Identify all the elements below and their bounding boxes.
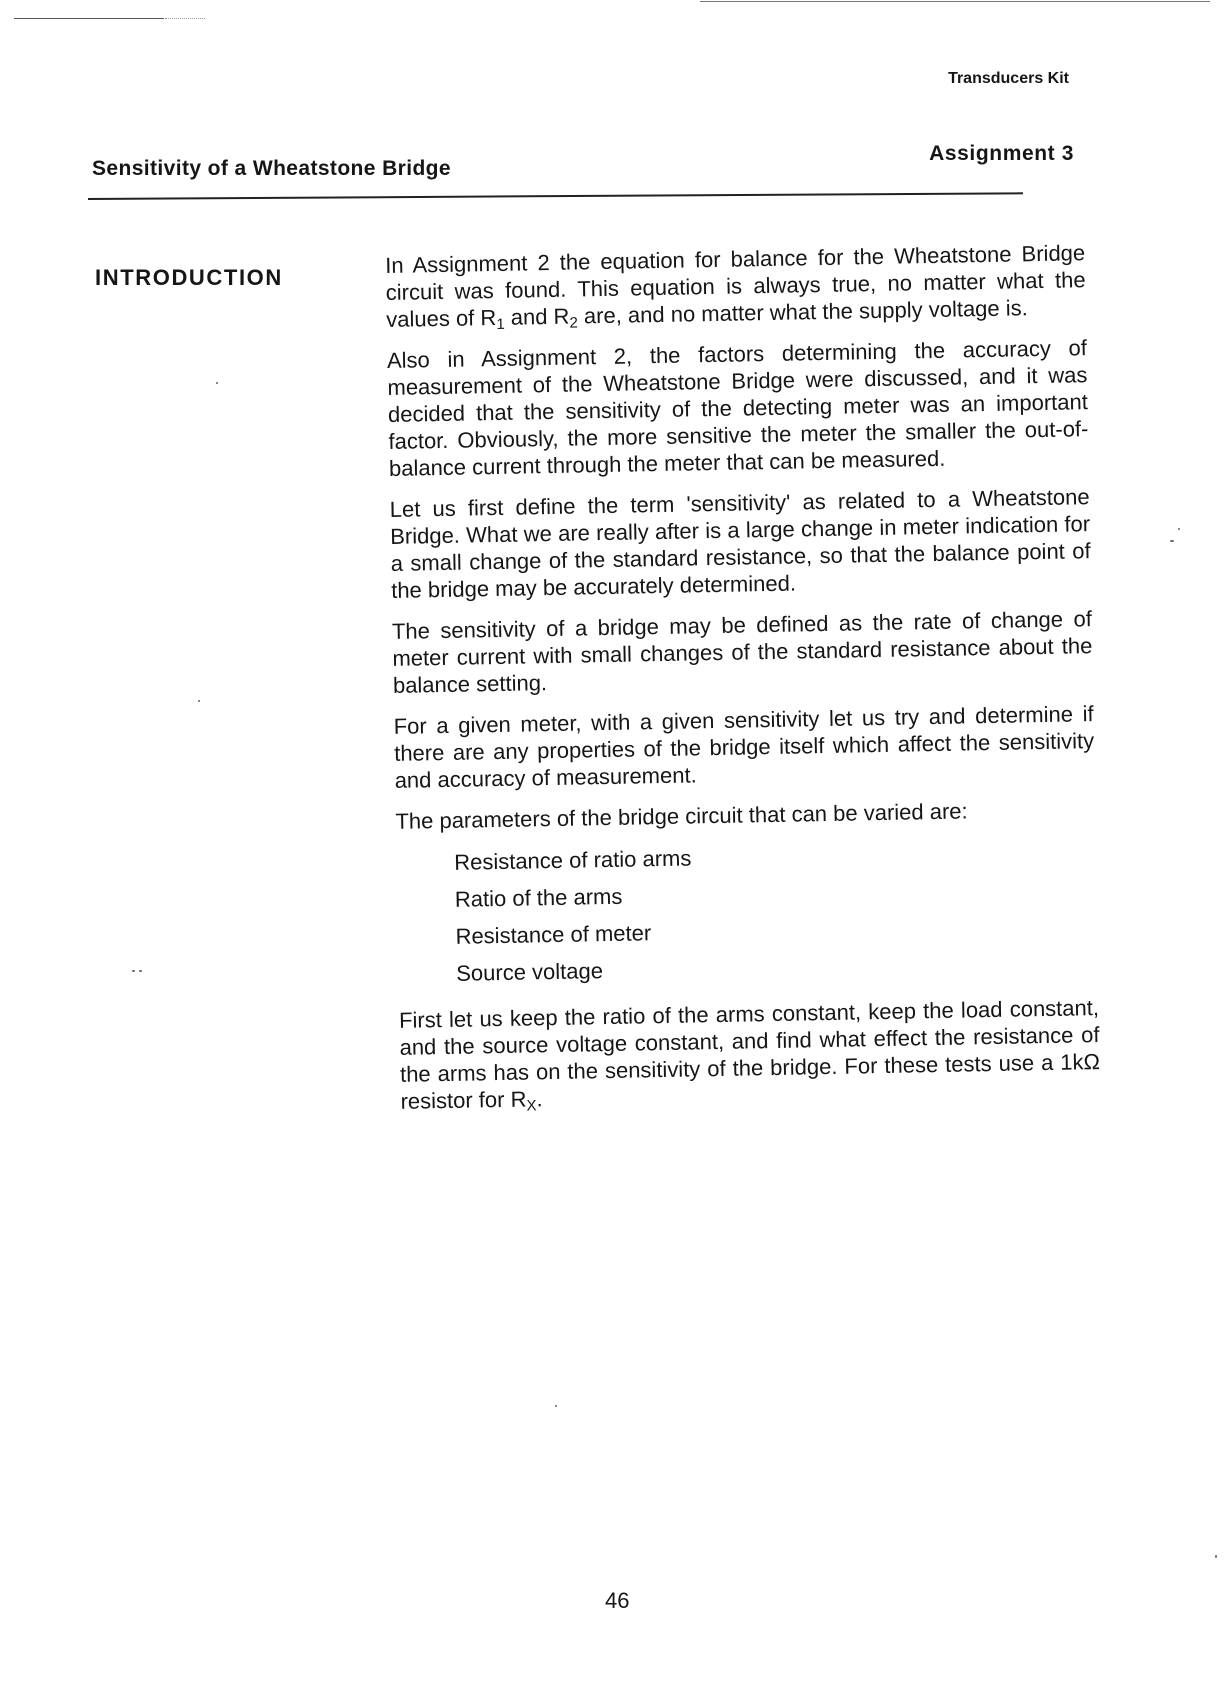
paragraph <box>399 994 1101 1115</box>
scan-edge-dots <box>165 18 205 20</box>
kit-label: Transducers Kit <box>948 70 1069 87</box>
scan-edge-line <box>14 18 164 19</box>
scan-edge-line <box>700 1 1210 2</box>
scan-speck <box>1215 1555 1217 1558</box>
header-divider <box>88 192 1023 200</box>
paragraph-text: First let us keep the ratio of the arms constant, keep the load constant, and the source voltage constant, and find what effect the resistance of the arms has on the sensitivity of the bridge. For these tests use a 1kΩ resistor for R <box>398 995 1101 1114</box>
paragraph <box>385 239 1086 333</box>
body-text <box>385 239 1101 1129</box>
subscript: 2 <box>569 314 579 332</box>
page-number: 46 <box>605 1588 630 1613</box>
assignment-label: Assignment 3 <box>929 142 1074 165</box>
scan-speck <box>216 382 218 384</box>
paragraph: The parameters of the bridge circuit that can be varied are: <box>395 798 968 834</box>
paragraph: The sensitivity of a bridge may be defined as the rate of change of meter current with small changes of the standard resistance about the balance setting. <box>391 606 1093 698</box>
list-item: Resistance of meter <box>455 920 652 949</box>
parameter-list <box>454 832 1099 992</box>
scan-speck <box>1170 540 1174 542</box>
subscript: X <box>526 1097 537 1115</box>
paragraph-text: and R <box>504 303 570 330</box>
scan-speck <box>132 970 135 972</box>
subscript: 1 <box>496 315 505 333</box>
list-item: Ratio of the arms <box>454 883 623 912</box>
list-item: Source voltage <box>456 958 604 986</box>
scan-speck <box>198 700 200 702</box>
scan-speck <box>1178 528 1180 530</box>
paragraph-text: . <box>536 1086 543 1112</box>
paragraph-text: are, and no matter what the supply voltage is. <box>577 295 1028 329</box>
paragraph: Also in Assignment 2, the factors determining the accuracy of measurement of the Wheatstone Bridge were discussed, and it was decided that the sensitivity of the detecting meter was an important factor. Obviously, the more sensitive the meter the smaller the out-of-balance current through the meter that can be measured. <box>386 335 1089 481</box>
list-item: Resistance of ratio arms <box>453 845 692 875</box>
paragraph-text: In Assignment 2 the equation for balance for the Wheatstone Bridge circuit was found. This equation is always true, no matter what the values of R <box>385 240 1086 332</box>
scan-speck <box>555 1405 557 1407</box>
paragraph: Let us first define the term 'sensitivity' as related to a Wheatstone Bridge. What we are really after is a large change in meter indication for a small change of the standard resistance, so that the balance point of the bridge may be accurately determined. <box>389 484 1091 603</box>
paragraph: For a given meter, with a given sensitivity let us try and determine if there are any properties of the bridge itself which affect the sensitivity and accuracy of measurement. <box>393 701 1095 793</box>
page-title: Sensitivity of a Wheatstone Bridge <box>92 157 451 180</box>
section-heading: INTRODUCTION <box>95 265 283 290</box>
scan-speck <box>139 970 142 972</box>
